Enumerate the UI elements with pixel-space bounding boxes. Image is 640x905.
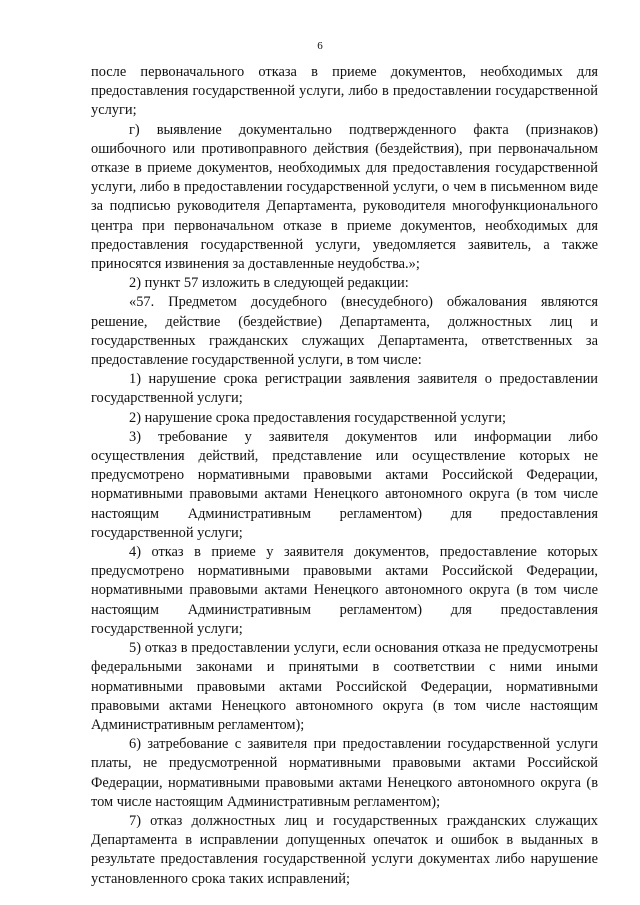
paragraph-amendment-2: 2) пункт 57 изложить в следующей редакции: (129, 275, 409, 292)
paragraph-item-g: г) выявление документально подтвержденного факта (признаков) ошибочного или противоправного действия (бездействия), при первоначальном отказе в приеме документов, необходимых для предоставления государственной услуги, либо в предоставлении государственной услуги, о чем в письменном виде за подписью руководителя Департамента, руководителя многофункционального центра при первоначальном отказе в приеме документов, необходимых для предоставления государственной услуги, уведомляется заявитель, а также приносятся извинения за доставленные неудобства.»; (91, 121, 598, 273)
paragraph-list-item-7: 7) отказ должностных лиц и государственных гражданских служащих Департамента в исправлении допущенных опечаток и ошибок в выданных в результате предоставления государственной услуги документах либо нарушение установленного срока таких исправлений; (91, 812, 598, 887)
document-body (91, 63, 598, 889)
paragraph-list-item-1: 1) нарушение срока регистрации заявления заявителя о предоставлении государственной услуги; (91, 371, 598, 407)
paragraph-list-item-3: 3) требование у заявителя документов или информации либо осуществления действий, представление или осуществление которых не предусмотрено нормативными правовыми актами Российской Федерации, нормативными правовыми актами Ненецкого автономного округа (в том числе настоящим Административным регламентом) для предоставления государственной услуги; (91, 428, 598, 541)
paragraph-continuation: после первоначального отказа в приеме документов, необходимых для предоставления государственной услуги, либо в предоставлении государственной услуги; (91, 64, 598, 119)
paragraph-clause-57: «57. Предметом досудебного (внесудебного) обжалования являются решение, действие (бездействие) Департамента, должностных лиц и государственных гражданских служащих Департамента, ответственных за предоставление государственной услуги, в том числе: (91, 294, 598, 369)
page-number: 6 (317, 40, 323, 52)
paragraph-list-item-4: 4) отказ в приеме у заявителя документов, предоставление которых предусмотрено нормативными правовыми актами Российской Федерации, нормативными правовыми актами Ненецкого автономного округа (в том числе настоящим Административным регламентом) для предоставления государственной услуги; (91, 544, 598, 637)
paragraph-list-item-2: 2) нарушение срока предоставления государственной услуги; (129, 409, 506, 426)
paragraph-list-item-6: 6) затребование с заявителя при предоставлении государственной услуги платы, не предусмотренной нормативными правовыми актами Российской Федерации, нормативными правовыми актами Ненецкого автономного округа (в том числе настоящим Административным регламентом); (91, 736, 598, 810)
paragraph-list-item-5: 5) отказ в предоставлении услуги, если основания отказа не предусмотрены федеральными законами и принятыми в соответствии с ними иными нормативными правовыми актами Российской Федерации, нормативными правовыми актами Ненецкого автономного округа (в том числе настоящим Административным регламентом); (91, 640, 598, 733)
